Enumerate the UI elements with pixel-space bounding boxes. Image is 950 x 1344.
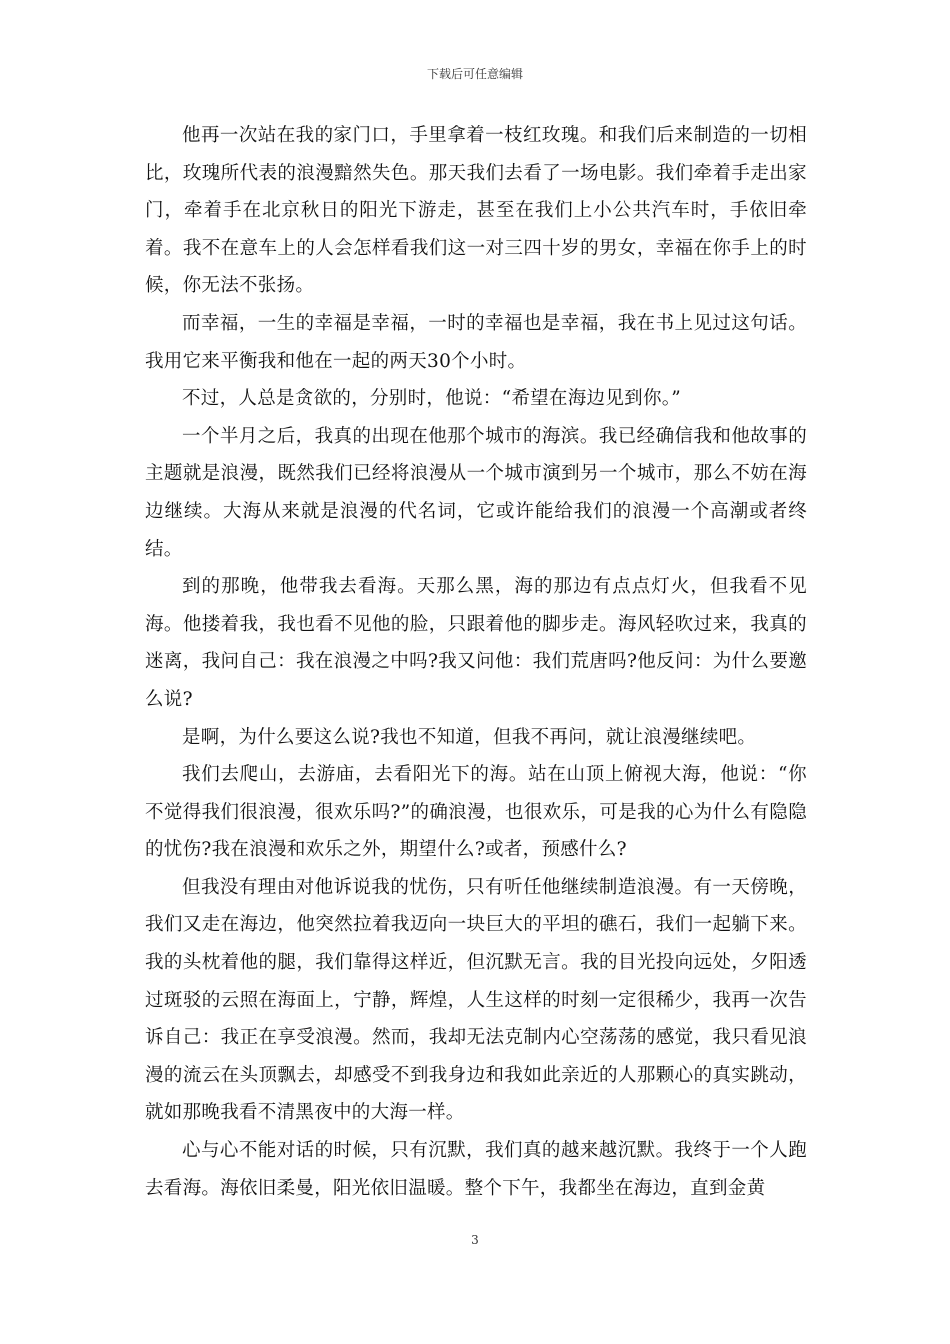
paragraph-4: 一个半月之后，我真的出现在他那个城市的海滨。我已经确信我和他故事的主题就是浪漫，既然我们已经将浪漫从一个城市演到另一个城市，那么不妨在海边继续。大海从来就是浪漫的代名词，它或许能给我们的浪漫一个高潮或者终结。	[145, 425, 807, 560]
body-text	[145, 117, 807, 1207]
paragraph-6: 是啊，为什么要这么说?我也不知道，但我不再问，就让浪漫继续吧。	[182, 726, 757, 748]
paragraph-2: 而幸福，一生的幸福是幸福，一时的幸福也是幸福，我在书上见过这句话。我用它来平衡我和他在一起的两天30个小时。	[145, 312, 807, 372]
page-header: 下载后可任意编辑	[426, 67, 523, 81]
paragraph-5: 到的那晚，他带我去看海。天那么黑，海的那边有点点灯火，但我看不见海。他搂着我，我也看不见他的脸，只跟着他的脚步走。海风轻吹过来，我真的迷离，我问自己：我在浪漫之中吗?我又问他：我们荒唐吗?他反问：为什么要邀么说?	[145, 576, 807, 710]
paragraph-1: 他再一次站在我的家门口，手里拿着一枝红玫瑰。和我们后来制造的一切相比，玫瑰所代表的浪漫黯然失色。那天我们去看了一场电影。我们牵着手走出家门，牵着手在北京秋日的阳光下游走，甚至在我们上小公共汽车时，手依旧牵着。我不在意车上的人会怎样看我们这一对三四十岁的男女，幸福在你手上的时候，你无法不张扬。	[145, 125, 807, 297]
paragraph-3: 不过，人总是贪欲的，分别时，他说：“希望在海边见到你。”	[182, 388, 682, 410]
paragraph-9: 心与心不能对话的时候，只有沉默，我们真的越来越沉默。我终于一个人跑去看海。海依旧柔曼，阳光依旧温暖。整个下午，我都坐在海边，直到金黄	[145, 1140, 807, 1199]
page-number: 3	[471, 1233, 479, 1247]
paragraph-8: 但我没有理由对他诉说我的忧伤，只有听任他继续制造浪漫。有一天傍晚，我们又走在海边，他突然拉着我迈向一块巨大的平坦的礁石，我们一起躺下来。我的头枕着他的腿，我们靠得这样近，但沉默无言。我的目光投向远处，夕阳透过斑驳的云照在海面上，宁静，辉煌，人生这样的时刻一定很稀少，我再一次告诉自己：我正在享受浪漫。然而，我却无法克制内心空荡荡的感觉，我只看见浪漫的流云在头顶飘去，却感受不到我身边和我如此亲近的人那颗心的真实跳动，就如那晚我看不清黑夜中的大海一样。	[145, 876, 807, 1124]
paragraph-7: 我们去爬山，去游庙，去看阳光下的海。站在山顶上俯视大海，他说：“你不觉得我们很浪漫，很欢乐吗?”的确浪漫，也很欢乐，可是我的心为什么有隐隐的忧伤?我在浪漫和欢乐之外，期望什么?或者，预感什么?	[145, 764, 807, 861]
